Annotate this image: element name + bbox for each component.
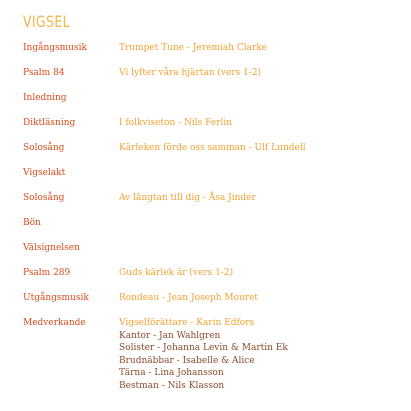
credit-line: Solister - Johanna Levin & Martin Ek — [119, 343, 288, 353]
program-value: Vi lyfter våra hjärtan (vers 1-2) — [119, 68, 262, 78]
credit-line: Vigselförättare - Karin Edfors — [119, 318, 255, 328]
credit-line: Kantor - Jan Wahlgren — [119, 330, 221, 341]
program-list — [23, 42, 403, 391]
program-label: Solosång — [23, 143, 65, 153]
credits-row — [23, 317, 403, 391]
program-row — [23, 42, 403, 67]
program-label: Bön — [23, 218, 41, 228]
program-label: Psalm 84 — [23, 68, 65, 78]
program-row — [23, 192, 403, 217]
program-label: Diktläsning — [23, 118, 76, 128]
program-value: Trumpet Tune - Jeremiah Clarke — [119, 43, 268, 53]
program-row — [23, 167, 403, 192]
program-row — [23, 92, 403, 117]
program-label: Solosång — [23, 193, 65, 203]
credit-line: Brudnäbbar - Isabelle & Alice — [119, 355, 255, 366]
program-row — [23, 142, 403, 167]
program-value: Guds kärlek är (vers 1-2) — [119, 268, 234, 278]
credits-label: Medverkande — [23, 318, 86, 328]
program-row — [23, 267, 403, 292]
program-row — [23, 242, 403, 267]
program-value: Rondeau - Jean Joseph Mouret — [119, 293, 259, 303]
program-value: Av längtan till dig - Åsa Jinder — [119, 193, 256, 203]
program-row — [23, 292, 403, 317]
program-row — [23, 117, 403, 142]
credit-line: Bestman - Nils Klasson — [119, 380, 225, 391]
page-title: VIGSEL — [23, 12, 70, 31]
credit-line: Tärna - Lina Johansson — [119, 368, 224, 378]
program-label: Vigselakt — [23, 168, 66, 178]
program-label: Välsignelsen — [23, 243, 80, 253]
program-label: Inledning — [23, 93, 67, 103]
program-value: Kärleken förde oss samman - Ulf Lundell — [119, 143, 306, 153]
program-row — [23, 67, 403, 92]
program-value: I folkviseton - Nils Ferlin — [119, 118, 233, 128]
program-label: Utgångsmusik — [23, 293, 89, 303]
credits-list — [119, 317, 403, 392]
program-row — [23, 217, 403, 242]
program-label: Psalm 289 — [23, 268, 71, 278]
program-label: Ingångsmusik — [23, 43, 87, 53]
